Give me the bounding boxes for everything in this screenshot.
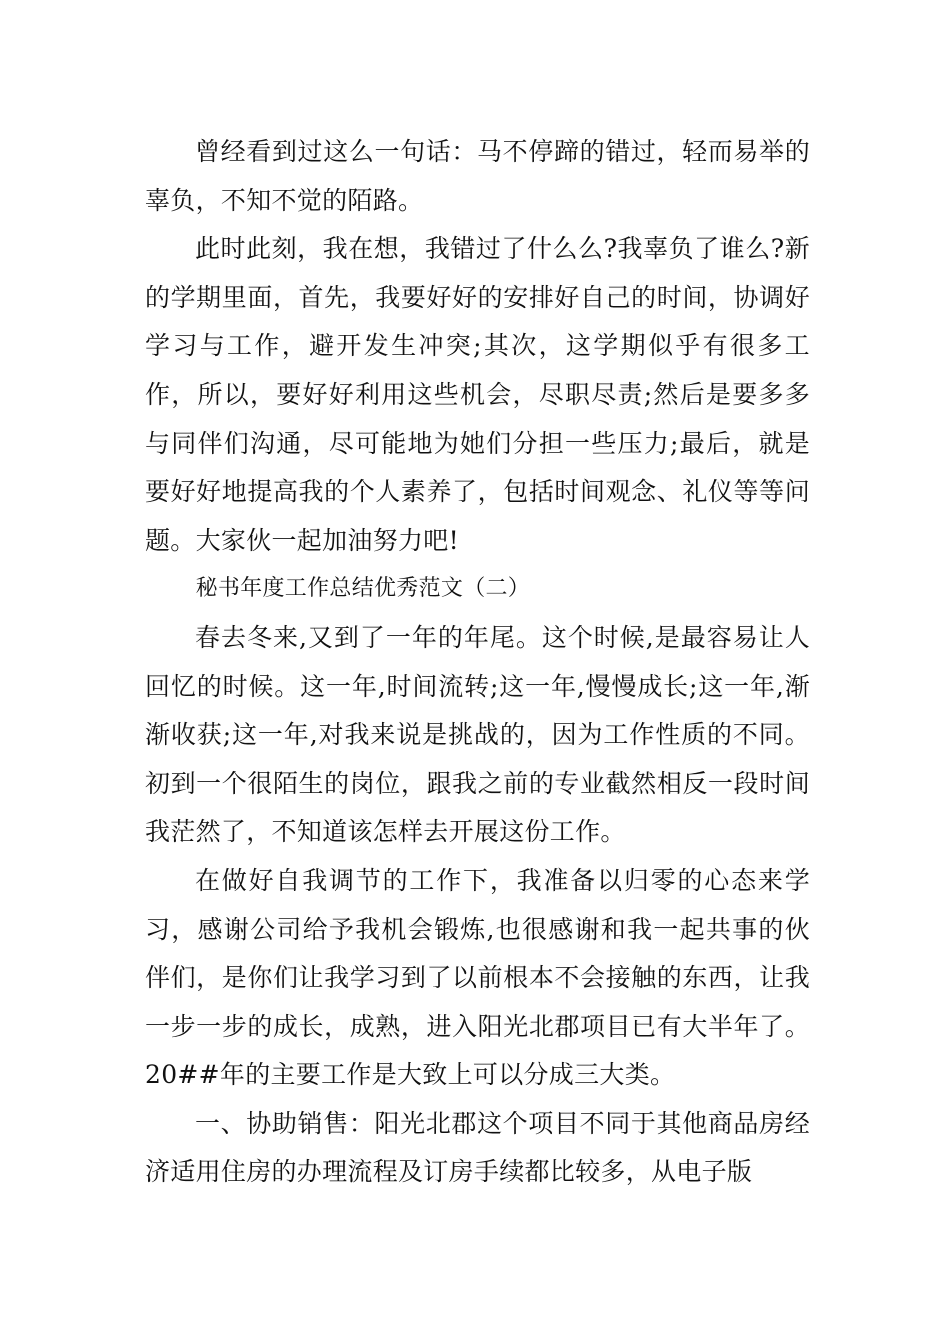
paragraph-year-end: 春去冬来,又到了一年的年尾。这个时候,是最容易让人回忆的时候。这一年,时间流转;这一年,慢慢成长;这一年,渐渐收获;这一年,对我来说是挑战的，因为工作性质的不同。初到一个很陌生的岗位，跟我之前的专业截然相反一段时间我茫然了，不知道该怎样去开展这份工作。 <box>145 622 810 847</box>
section-heading: 秘书年度工作总结优秀范文（二） <box>195 576 531 602</box>
paragraph-reflection: 此时此刻，我在想，我错过了什么么?我辜负了谁么?新的学期里面，首先，我要好好的安排好自己的时间，协调好学习与工作，避开发生冲突;其次，这学期似乎有很多工作，所以，要好好利用这些机会，尽职尽责;然后是要多多与同伴们沟通，尽可能地为她们分担一些压力;最后，就是要好好地提高我的个人素养了，包括时间观念、礼仪等等问题。大家伙一起加油努力吧! <box>145 234 810 555</box>
paragraph-quote: 曾经看到过这么一句话：马不停蹄的错过，轻而易举的辜负，不知不觉的陌路。 <box>145 137 810 215</box>
paragraph-self-adjustment: 在做好自我调节的工作下，我准备以归零的心态来学习，感谢公司给予我机会锻炼,也很感谢和我一起共事的伙伴们，是你们让我学习到了以前根本不会接触的东西，让我一步一步的成长，成熟，进入阳光北郡项目已有大半年了。20##年的主要工作是大致上可以分成三大类。 <box>145 865 810 1090</box>
document-body <box>145 128 810 1197</box>
paragraph-sales-assist: 一、协助销售：阳光北郡这个项目不同于其他商品房经济适用住房的办理流程及订房手续都比较多，从电子版 <box>145 1108 810 1187</box>
